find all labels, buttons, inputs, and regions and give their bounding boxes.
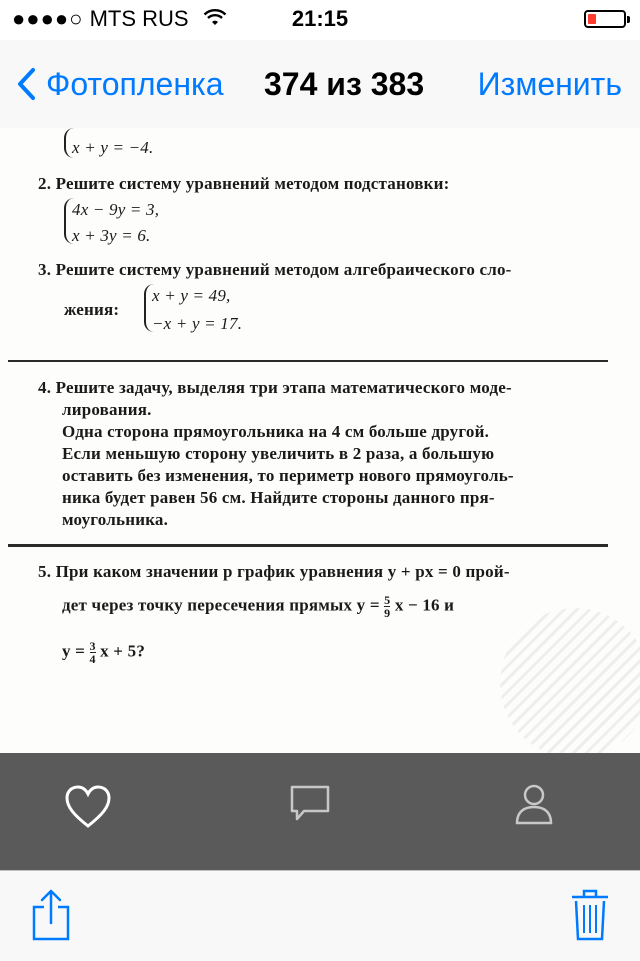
trash-icon[interactable] (570, 887, 610, 943)
divider-2 (8, 544, 608, 547)
q3-equation-2: −x + y = 17. (152, 314, 243, 333)
person-icon[interactable] (512, 781, 556, 827)
q5-line-2: дет через точку пересечения прямых y = $\frac{5}{9}$ x − 16 и (62, 593, 455, 620)
question-2 (38, 174, 618, 194)
status-bar (0, 0, 640, 40)
photo-actions-bar (0, 753, 640, 870)
q5-line-3: y = $\frac{3}{4}$ x + 5? (62, 639, 146, 666)
q4-line-3: Если меньшую сторону увеличить в 2 раза, а большую (62, 444, 495, 463)
q4-line-5: ника будет равен 56 см. Найдите стороны данного пря- (62, 488, 495, 507)
q5-number: 5. (38, 562, 52, 581)
photo-counter-title: 374 из 383 (264, 66, 425, 102)
q4-line-6: моугольника. (62, 510, 169, 529)
q3-text: Решите систему уравнений методом алгебраического сло- (55, 260, 512, 279)
q2-equation-2: x + 3y = 6. (72, 226, 151, 245)
heart-icon[interactable] (64, 785, 112, 829)
watermark-stamp (500, 608, 640, 753)
q3-number: 3. (38, 260, 52, 279)
edit-button[interactable]: Изменить (477, 66, 622, 102)
q4-number: 4. (38, 378, 52, 397)
photo-view[interactable] (0, 128, 640, 753)
q4-line-0: Решите задачу, выделяя три этапа математического моде- (55, 378, 512, 397)
q1-equation-2: x + y = −4. (72, 138, 154, 157)
navigation-bar (0, 40, 640, 129)
divider-1 (8, 360, 608, 362)
carrier-name: MTS RUS (89, 6, 189, 31)
bottom-toolbar (0, 870, 640, 961)
question-4 (38, 378, 618, 398)
q4-line-4: оставить без изменения, то периметр нового прямоуголь- (62, 466, 514, 485)
q2-number: 2. (38, 174, 52, 193)
q5-fraction-1: $\frac{5}{9}$ (384, 593, 391, 620)
q2-text: Решите систему уравнений методом подстановки: (55, 174, 450, 193)
q2-equation-1: 4x − 9y = 3, (72, 200, 160, 219)
back-button[interactable] (16, 64, 223, 104)
question-3 (38, 260, 618, 280)
clock: 21:15 (291, 6, 349, 31)
q4-line-1: лирования. (62, 400, 152, 419)
chevron-left-icon (16, 67, 36, 101)
signal-dots: ●●●●○ (12, 6, 84, 31)
q4-line-2: Одна сторона прямоугольника на 4 см больше другой. (62, 422, 490, 441)
back-button-label: Фотопленка (46, 65, 224, 102)
battery-icon (584, 10, 626, 28)
question-5 (38, 562, 618, 582)
comment-icon[interactable] (288, 783, 332, 827)
q3-equation-1: x + y = 49, (152, 286, 231, 305)
share-icon[interactable] (30, 887, 72, 943)
q5-line-1: При каком значении p график уравнения y + px = 0 прой- (55, 562, 510, 581)
q5-fraction-2: $\frac{3}{4}$ (89, 639, 96, 666)
q3-text-continued: жения: (64, 300, 120, 319)
